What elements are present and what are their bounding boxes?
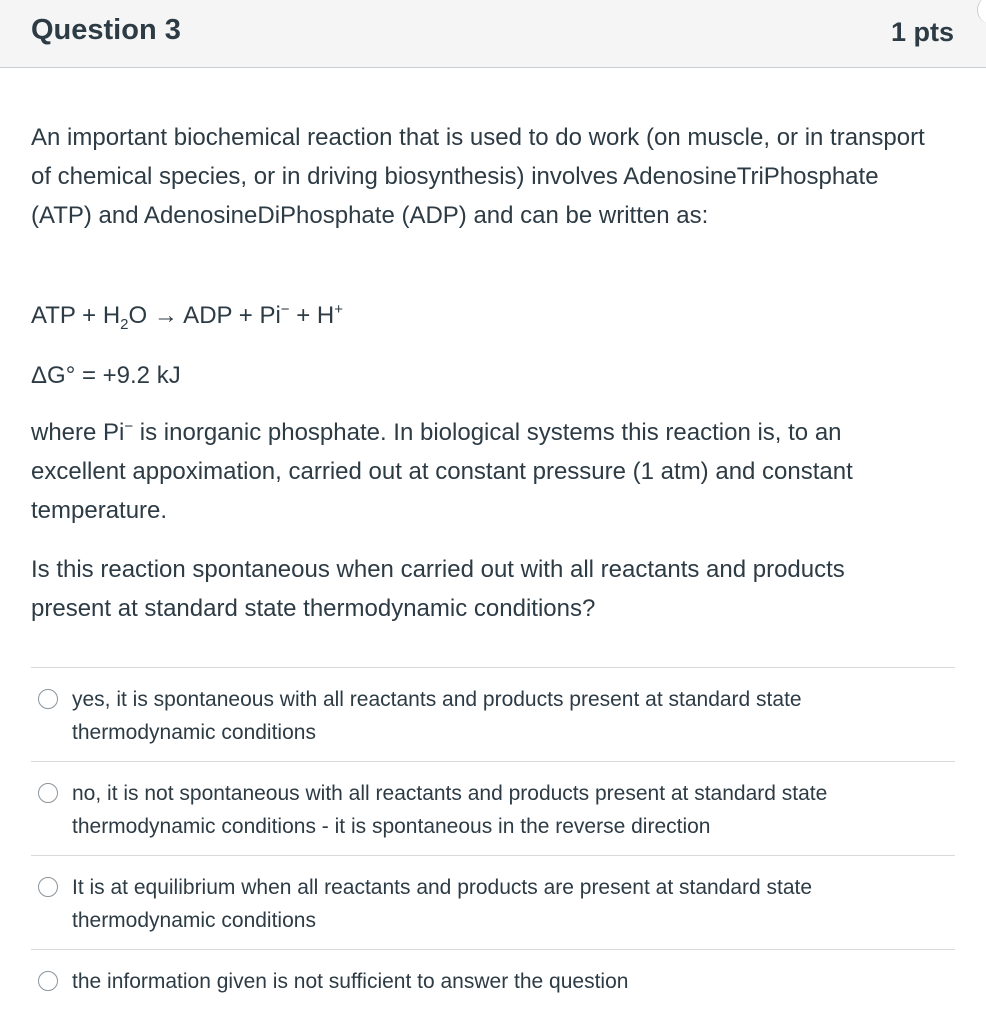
answer-option-1[interactable] — [31, 667, 955, 761]
explanation-part-b: is inorganic phosphate. In biological systems this reaction is, to an excellent appoximation, carried out at constant pressure (1 atm) and constant temperature. — [31, 419, 853, 524]
answer-option-2[interactable] — [31, 761, 955, 855]
radio-button-2[interactable] — [38, 783, 58, 803]
question-prompt: Is this reaction spontaneous when carried out with all reactants and products present at standard state thermodynamic conditions? — [31, 556, 845, 622]
answer-option-3[interactable] — [31, 855, 955, 949]
question-title: Question 3 — [31, 14, 181, 46]
question-explanation — [31, 413, 931, 530]
answer-label-1[interactable]: yes, it is spontaneous with all reactants and products present at standard state thermodynamic conditions — [72, 688, 802, 744]
equation-part-c: + H — [289, 302, 335, 329]
delta-g-value: ΔG° = +9.2 kJ — [31, 362, 181, 389]
answer-label-3[interactable]: It is at equilibrium when all reactants and products are present at standard state thermodynamic conditions — [72, 876, 813, 932]
answer-list — [31, 667, 955, 1019]
explanation-part-a: where Pi — [31, 419, 125, 446]
question-intro: An important biochemical reaction that is used to do work (on muscle, or in transport of chemical species, or in driving biosynthesis) involves AdenosineTriPhosphate (ATP) and AdenosineDiPhosphate (ADP) and can be written as: — [31, 124, 925, 229]
question-points: 1 pts — [890, 17, 954, 47]
answer-label-2[interactable]: no, it is not spontaneous with all reactants and products present at standard state thermodynamic conditions - it is spontaneous in the reverse direction — [72, 782, 828, 838]
radio-button-1[interactable] — [38, 689, 58, 709]
radio-button-3[interactable] — [38, 877, 58, 897]
answer-option-4[interactable] — [31, 949, 955, 1019]
equation-subscript: 2 — [120, 315, 129, 333]
question-header — [0, 0, 986, 68]
window-corner — [977, 0, 986, 24]
equation-superscript-minus: − — [280, 301, 290, 318]
answer-label-4[interactable]: the information given is not sufficient to answer the question — [72, 970, 629, 993]
radio-button-4[interactable] — [38, 971, 58, 991]
equation-part-b: O → ADP + Pi — [128, 302, 281, 329]
reaction-equation — [31, 296, 931, 335]
explanation-superscript: − — [124, 418, 134, 435]
equation-part-a: ATP + H — [31, 302, 121, 329]
equation-superscript-plus: + — [334, 301, 344, 318]
